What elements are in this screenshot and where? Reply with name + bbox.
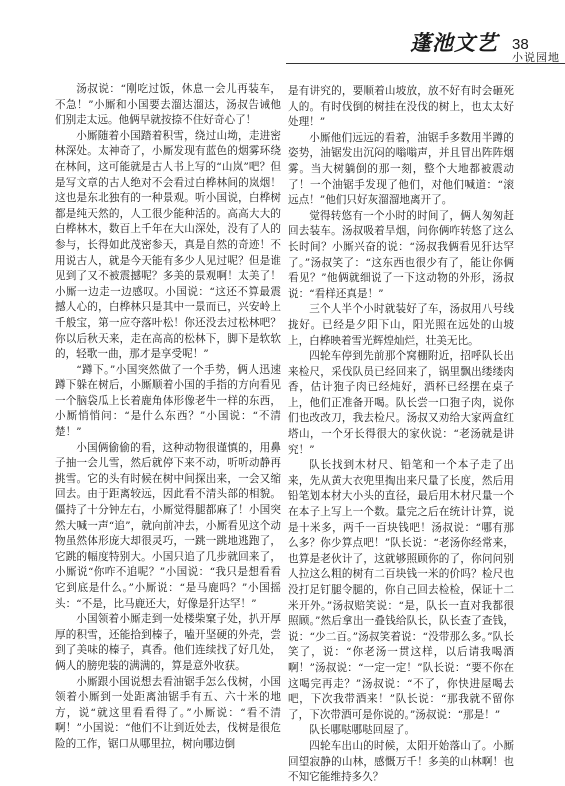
paragraph: 是有讲究的，要顺着山坡放，放不好有时会砸死人的。有时伐倒的树挂在没伐的树上，也太太好处理！” [288,85,514,129]
paragraph: 队长哪哒哪哒回屋了。 [309,724,416,737]
page-header [0,0,565,62]
paragraph: 队长找到木材尺、铅笔和一个本子走了出来，先从黄大衣兜里掏出来尺量了长度，然后用铅笔划本材大小头的直径，最后用木材尺量一个在本子上写上一个数。量完之后在统计计算，说是十米多，两千一百块钱吧！汤叔说：“哪有那么多？你少算点吧！”队长说：“老汤你经常来，也算是老伙计了，这就够照顾你的了，你问问别人拉这么粗的树有二百块钱一米的价吗？检尺也没打足钉腿令腿的，你自己回去检检，保证十二米开外。”汤叔赔笑说：“是，队长一直对我都很照顾。”然后拿出一叠钱给队长，队长查了查钱，说：“少二百。”汤叔笑着说：“没带那么多。”队长笑了，说：“你老汤一贯这样，以后请我喝酒啊！”汤叔说：“一定一定！”队长说：“要不你在这喝完再走？”汤叔说：“不了，你快进屋喝去吧，下次我带酒来！”队长说：“那我就不留你了，下次带酒可是你说的。”汤叔说：“那是！” [288,459,514,721]
page-number: 38 [512,36,529,53]
paragraph: 小厮跟小国说想去看油锯手怎么伐树，小国领着小厮到一处距离油锯手有五、六十米的地方，说“就这里看看得了。”小厮说：“看不清啊！”小国说：“他们不让到近处去，伐树是很危险的工作，锯口从哪里拉，树向哪边倒 [55,675,281,750]
paragraph: 小国俩偷偷的看，这种动物很谨慎的，用鼻子抽一会儿雪，然后就停下来不动，听听动静再挑雪。它的头有时候在树中间探出来，一会又缩回去。由于距离较远，因此看不清头部的相貌。僵持了十分钟左右，小厮觉得腿都麻了！小国突然大喊一声“追”，就向前冲去，小厮看见这个动物虽然体形庞大却很灵巧，一跳一跳地逃跑了，它跳的幅度特别大。小国只追了几步就回来了，小厮说“你咋不追呢？”小国说：“我只是想看看它到底是什么。”小厮说：“是马鹿吗？”小国摇头：“不是，比马鹿还大，好像是犴达罕！” [55,441,281,610]
paragraph: 小厮随着小国踏着积雪，绕过山坳，走进密林深处。太神奇了，小厮发现有蓝色的烟雾环绕在林间，这可能就是古人书上写的“山岚”吧？但是写文章的古人绝对不会看过白桦林间的岚烟！这也是东北独有的一种景观。听小国说，白桦树都是纯天然的，人工很少能种活的。高高大大的白桦林木，数百上千年在大山深处，没有了人的参与，长得如此茂密参天，真是自然的奇迹！不用说古人，就是今天能有多少人见过呢？但是谁见到了又不被震撼呢？多美的景观啊！太美了！小厮一边走一边感叹。小国说：“这还不算最震撼人心的，白桦林只是其中一景而已，兴安岭上千般宝，第一应夺落叶松！你还没去过松林吧？你以后秋天来，走在高高的松林下，脚下是软软的，轻歌一曲，那才是享受呢！” [55,129,281,361]
paragraph: 觉得转悠有一个小时的时间了，俩人匆匆赶回去装车。汤叔吸着旱烟，问你俩咋转悠了这么长时间？小厮兴奋的说：“汤叔我俩看见犴达罕了。”汤叔笑了：“这东西也很少有了，能让你俩看见？”他俩就细说了一下这动物的外形，汤叔说：“看样还真是！” [288,209,514,300]
paragraph: 小厮他们远远的看着，油锯手多数用半蹲的姿势，油锯发出沉闷的嗡嗡声，并且冒出阵阵烟雾。当大树躺倒的那一刻，整个大地都被震动了！一个油锯手发现了他们，对他们喊道：“滚远点！”他们只好灰溜溜地离开了。 [288,131,514,207]
paragraph: 小国领着小厮走到一处楼柴窠子处，扒开厚厚的积雪，还能拾到榛子，嗑开坚硬的外壳，尝到了美味的榛子，真香。他们连续找了好几处，俩人的膀兜装的满满的，算是意外收获。 [55,613,281,672]
paragraph: 四轮车停到先前那个窝棚附近，招呼队长出来检尺，采伐队员已经回来了，锅里飘出缕缕肉香，估计狍子肉已经炖好，酒杯已经摆在桌子上，他们正准备开喝。队长尝一口狍子肉，说你们也改改刀，我去检尺。汤叔又劝给大家两盒红塔山，一个牙长得很大的家伙说：“老汤就是讲究！” [288,350,514,456]
paragraph: 四轮车出山的时候，太阳开始落山了。小厮回望寂静的山林，感慨万千！多美的山林啊！也不知它能维持多久？ [288,739,514,784]
paragraph: 三个人半个小时就装好了车，汤叔用八号线拢好。已经是夕阳下山，阳光照在远处的山坡上，白桦映着雪光辉煌灿烂，壮美无比。 [288,303,514,347]
section-title: 小说园地 [512,51,560,64]
paragraph: “蹲下。”小国突然做了一个手势，俩人迅速蹲下躲在树后，小厮顺着小国的手指的方向看见一个脑袋瓜上长着鹿角体形像老牛一样的东西，小厮悄悄问：“是什么东西？”小国说：“不清楚！” [55,363,281,439]
right-column [288,84,514,786]
paragraph: 汤叔说：“刚吃过饭，休息一会儿再装车，不急！”小厮和小国要去溜达溜达，汤叔告诫他们别走太远。他俩早就按捺不住好奇心了！ [55,83,281,127]
left-column [55,82,281,753]
magazine-brand: 蓬池文艺 [410,30,498,55]
